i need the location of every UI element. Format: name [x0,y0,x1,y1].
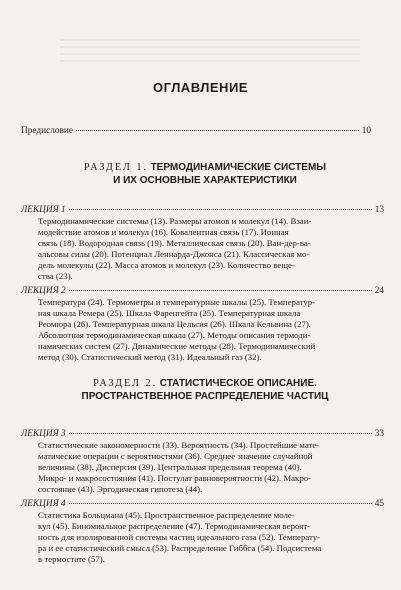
contents-line: дель молекулы (22). Масса атомов и молекул (23). Количество веще- [38,259,295,270]
lecture-2-contents [38,297,358,362]
section-title-line2: ПРОСТРАНСТВЕННОЕ РАСПРЕДЕЛЕНИЕ ЧАСТИЦ [81,391,329,402]
section-prefix: РАЗДЕЛ 1. [83,162,149,173]
contents-line: Температура (24). Термометры и температурные шкалы (25). Температур- [38,297,316,307]
lecture-4-contents [38,510,358,565]
section-heading-2 [30,377,380,403]
bleed-through-text [60,34,360,62]
section-title-line1: ТЕРМОДИНАМИЧЕСКИЕ СИСТЕМЫ [150,162,327,173]
section-title-line1: СТАТИСТИЧЕСКОЕ ОПИСАНИЕ. [159,378,317,389]
contents-line: Статистические закономерности (33). Вероятность (34). Простейшие мате- [38,440,320,450]
contents-line: метод (30). Статистический метод (31). Идеальный газ (32). [38,351,262,362]
contents-line: модействие атомов и молекул (16). Ковалентная связь (17). Ионная [38,226,289,237]
dot-leader [69,290,372,291]
section-title-line2: И ИХ ОСНОВНЫЕ ХАРАКТЕРИСТИКИ [113,175,297,186]
contents-line: в термостате (57). [38,553,105,564]
lecture-3-contents [38,440,358,495]
contents-line: ность для изолированной системы частиц идеального газа (52). Температу- [38,531,321,542]
contents-line: ра и ее статистический смысл (53). Распределение Гиббса (54). Подсистема [38,542,322,553]
lecture-label: ЛЕКЦИЯ 1 [21,205,66,215]
toc-entry-preface[interactable] [21,126,371,137]
lecture-label: ЛЕКЦИЯ 4 [21,499,66,509]
dot-leader [69,433,372,434]
contents-line: матические операции с вероятностями (36). Среднее значение случайной [38,450,313,461]
toc-entry-lecture-1[interactable] [21,205,384,216]
contents-line: кул (45). Биномиальное распределение (47). Термодинамическая вероят- [38,520,311,531]
lecture-label: ЛЕКЦИЯ 3 [21,429,66,439]
contents-line: Микро- и макросостояния (41). Постулат равновероятности (42). Макро- [38,472,312,483]
contents-line: величины (38). Дисперсия (39). Центральная предельная теорема (40). [38,461,302,472]
toc-entry-lecture-3[interactable] [21,429,384,440]
contents-line: связь (18). Водородная связь (19). Металлическая связь (20). Ван-дер-ва- [38,237,311,248]
toc-entry-lecture-4[interactable] [21,499,384,510]
lecture-page: 13 [374,205,384,215]
contents-line: Абсолютная термодинамическая шкала (27). Методы описания термоди- [38,329,311,340]
lecture-page: 33 [374,429,384,439]
lecture-label: ЛЕКЦИЯ 2 [21,286,66,296]
contents-line: Термодинамические системы (13). Размеры атомов и молекул (14). Взаи- [38,216,312,226]
lecture-page: 24 [374,286,384,296]
toc-title: ОГЛАВЛЕНИЕ [153,80,248,95]
toc-entry-lecture-2[interactable] [21,286,384,297]
contents-line: Статистика Больцмана (45). Пространственное распределение моле- [38,510,295,520]
dot-leader [69,209,372,210]
contents-line: альсовы силы (20). Потенциал Леннарда-Джонса (21). Классическая мо- [38,248,310,259]
dot-leader [76,130,359,131]
section-prefix: РАЗДЕЛ 2. [93,378,158,389]
section-heading-1 [30,161,380,187]
contents-line: Реомюра (26). Температурная шкала Цельсия (26). Шкала Кельвина (27). [38,318,312,329]
preface-label: Предисловие [21,126,73,136]
contents-line: ства (23). [38,270,73,281]
preface-page: 10 [361,126,371,136]
lecture-page: 45 [374,499,384,509]
contents-line: состояние (43). Эргодическая гипотеза (44). [38,483,203,494]
contents-line: ная шкала Ремера (25). Шкала Фаренгейта (25). Температурная шкала [38,307,301,318]
contents-line: намических систем (27). Динамические методы (28). Термодинамический [38,340,316,351]
lecture-1-contents [38,216,358,281]
dot-leader [69,503,372,504]
